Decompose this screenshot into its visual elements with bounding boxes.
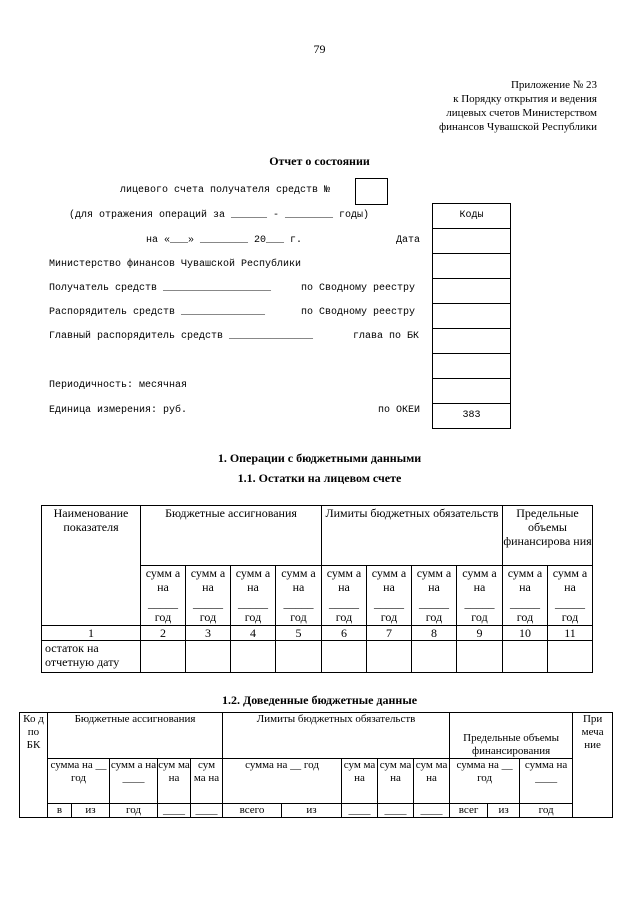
code-cell-ministry[interactable] — [433, 254, 511, 279]
code-cell-date[interactable] — [433, 229, 511, 254]
code-cell-periodicity[interactable] — [433, 379, 511, 404]
bottom-line: ____ — [158, 804, 191, 818]
bottom-vseg: всег — [450, 804, 488, 818]
bottom-god: год — [110, 804, 158, 818]
annex-line-4: финансов Чувашской Республики — [438, 121, 597, 133]
col-number: 6 — [322, 626, 367, 641]
account-number-box[interactable] — [355, 178, 388, 205]
col-number: 1 — [42, 626, 141, 641]
bottom-line: ____ — [414, 804, 450, 818]
unit-line: Единица измерения: руб. — [49, 405, 188, 416]
sub-l1: сумма на __ год — [223, 759, 342, 804]
annex-block — [439, 78, 597, 134]
sum-header: сумм а на _____ год — [322, 566, 367, 626]
value-cell[interactable] — [412, 641, 457, 673]
value-cell[interactable] — [276, 641, 322, 673]
sub-f1: сумма на __ год — [450, 759, 520, 804]
col-number: 11 — [548, 626, 593, 641]
col-number: 3 — [186, 626, 231, 641]
sub-a1: сумма на __ год — [48, 759, 110, 804]
annex-line-2: к Порядку открытия и ведения — [453, 93, 597, 105]
sum-header: сумм а на _____ год — [548, 566, 593, 626]
manager-line: Распорядитель средств ______________ — [49, 307, 266, 318]
period-line: (для отражения операций за ______ - ________ годы) — [69, 210, 370, 221]
bottom-line: ____ — [342, 804, 378, 818]
value-cell[interactable] — [367, 641, 412, 673]
header-financing-2: Предельные объемы финансирования — [450, 713, 573, 759]
row-label-balance: остаток на отчетную дату — [42, 641, 141, 673]
sum-header: сумм а на _____ год — [503, 566, 548, 626]
col-number: 7 — [367, 626, 412, 641]
header-kbk: Ко д по БК — [20, 713, 48, 818]
ministry-line: Министерство финансов Чувашской Республики — [49, 259, 302, 270]
value-cell[interactable] — [503, 641, 548, 673]
bottom-v: в — [48, 804, 72, 818]
page-number: 79 — [313, 42, 326, 56]
header-indicator: Наименование показателя — [42, 506, 141, 626]
date-label: Дата — [396, 235, 421, 246]
brought-data-table — [19, 712, 613, 818]
code-cell-manager[interactable] — [433, 304, 511, 329]
col-number: 4 — [231, 626, 276, 641]
value-cell[interactable] — [548, 641, 593, 673]
value-cell[interactable] — [322, 641, 367, 673]
header-limits: Лимиты бюджетных обязательств — [322, 506, 503, 566]
header-notes: При меча ние — [573, 713, 613, 818]
bottom-line: ____ — [191, 804, 223, 818]
bottom-iz: из — [72, 804, 110, 818]
sum-header: сумм а на _____ год — [141, 566, 186, 626]
sub-l4: сум ма на — [414, 759, 450, 804]
balances-table — [41, 505, 593, 673]
chapter-label: глава по БК — [353, 331, 420, 342]
header-assignments-2: Бюджетные ассигнования — [48, 713, 223, 759]
code-cell-blank[interactable] — [433, 354, 511, 379]
okei-label: по ОКЕИ — [378, 405, 421, 416]
sum-header: сумм а на _____ год — [457, 566, 503, 626]
sub-l3: сум ма на — [378, 759, 414, 804]
codes-header: Коды — [433, 204, 511, 229]
account-line: лицевого счета получателя средств № — [120, 185, 331, 196]
col-number: 9 — [457, 626, 503, 641]
header-assignments: Бюджетные ассигнования — [141, 506, 322, 566]
bottom-iz2: из — [282, 804, 342, 818]
value-cell[interactable] — [141, 641, 186, 673]
code-cell-recipient[interactable] — [433, 279, 511, 304]
report-title: Отчет о состоянии — [269, 154, 370, 168]
registry-label-1: по Сводному реестру — [301, 283, 416, 294]
col-number: 8 — [412, 626, 457, 641]
sub-a4: сум ма на — [191, 759, 223, 804]
sum-header: сумм а на _____ год — [367, 566, 412, 626]
sub-f2: сумма на ____ — [520, 759, 573, 804]
bottom-vsego: всего — [223, 804, 282, 818]
value-cell[interactable] — [186, 641, 231, 673]
value-cell[interactable] — [457, 641, 503, 673]
periodicity-line: Периодичность: месячная — [49, 380, 188, 391]
section1-subtitle: 1.1. Остатки на лицевом счете — [237, 471, 402, 485]
section1-title: 1. Операции с бюджетными данными — [217, 451, 422, 465]
sum-header: сумм а на _____ год — [231, 566, 276, 626]
bottom-iz3: из — [488, 804, 520, 818]
sum-header: сумм а на _____ год — [186, 566, 231, 626]
code-cell-chapter[interactable] — [433, 329, 511, 354]
sum-header: сумм а на _____ год — [276, 566, 322, 626]
bottom-line: ____ — [378, 804, 414, 818]
chief-manager-line: Главный распорядитель средств ______________ — [49, 331, 314, 342]
sub-a2: сумм а на ____ — [110, 759, 158, 804]
header-financing: Предельные объемы финансирова ния — [503, 506, 593, 566]
header-limits-2: Лимиты бюджетных обязательств — [223, 713, 450, 759]
registry-label-2: по Сводному реестру — [301, 307, 416, 318]
sum-header: сумм а на _____ год — [412, 566, 457, 626]
annex-line-3: лицевых счетов Министерством — [446, 107, 597, 119]
col-number: 2 — [141, 626, 186, 641]
code-cell-okei: 383 — [433, 404, 511, 429]
col-number: 5 — [276, 626, 322, 641]
sub-a3: сум ма на — [158, 759, 191, 804]
codes-table — [432, 203, 511, 429]
recipient-line: Получатель средств __________________ — [49, 283, 272, 294]
col-number: 10 — [503, 626, 548, 641]
section2-title: 1.2. Доведенные бюджетные данные — [221, 693, 418, 707]
value-cell[interactable] — [231, 641, 276, 673]
sub-l2: сум ма на — [342, 759, 378, 804]
bottom-god2: год — [520, 804, 573, 818]
annex-line-1: Приложение № 23 — [510, 79, 597, 91]
date-line: на «___» ________ 20___ г. — [146, 235, 303, 246]
